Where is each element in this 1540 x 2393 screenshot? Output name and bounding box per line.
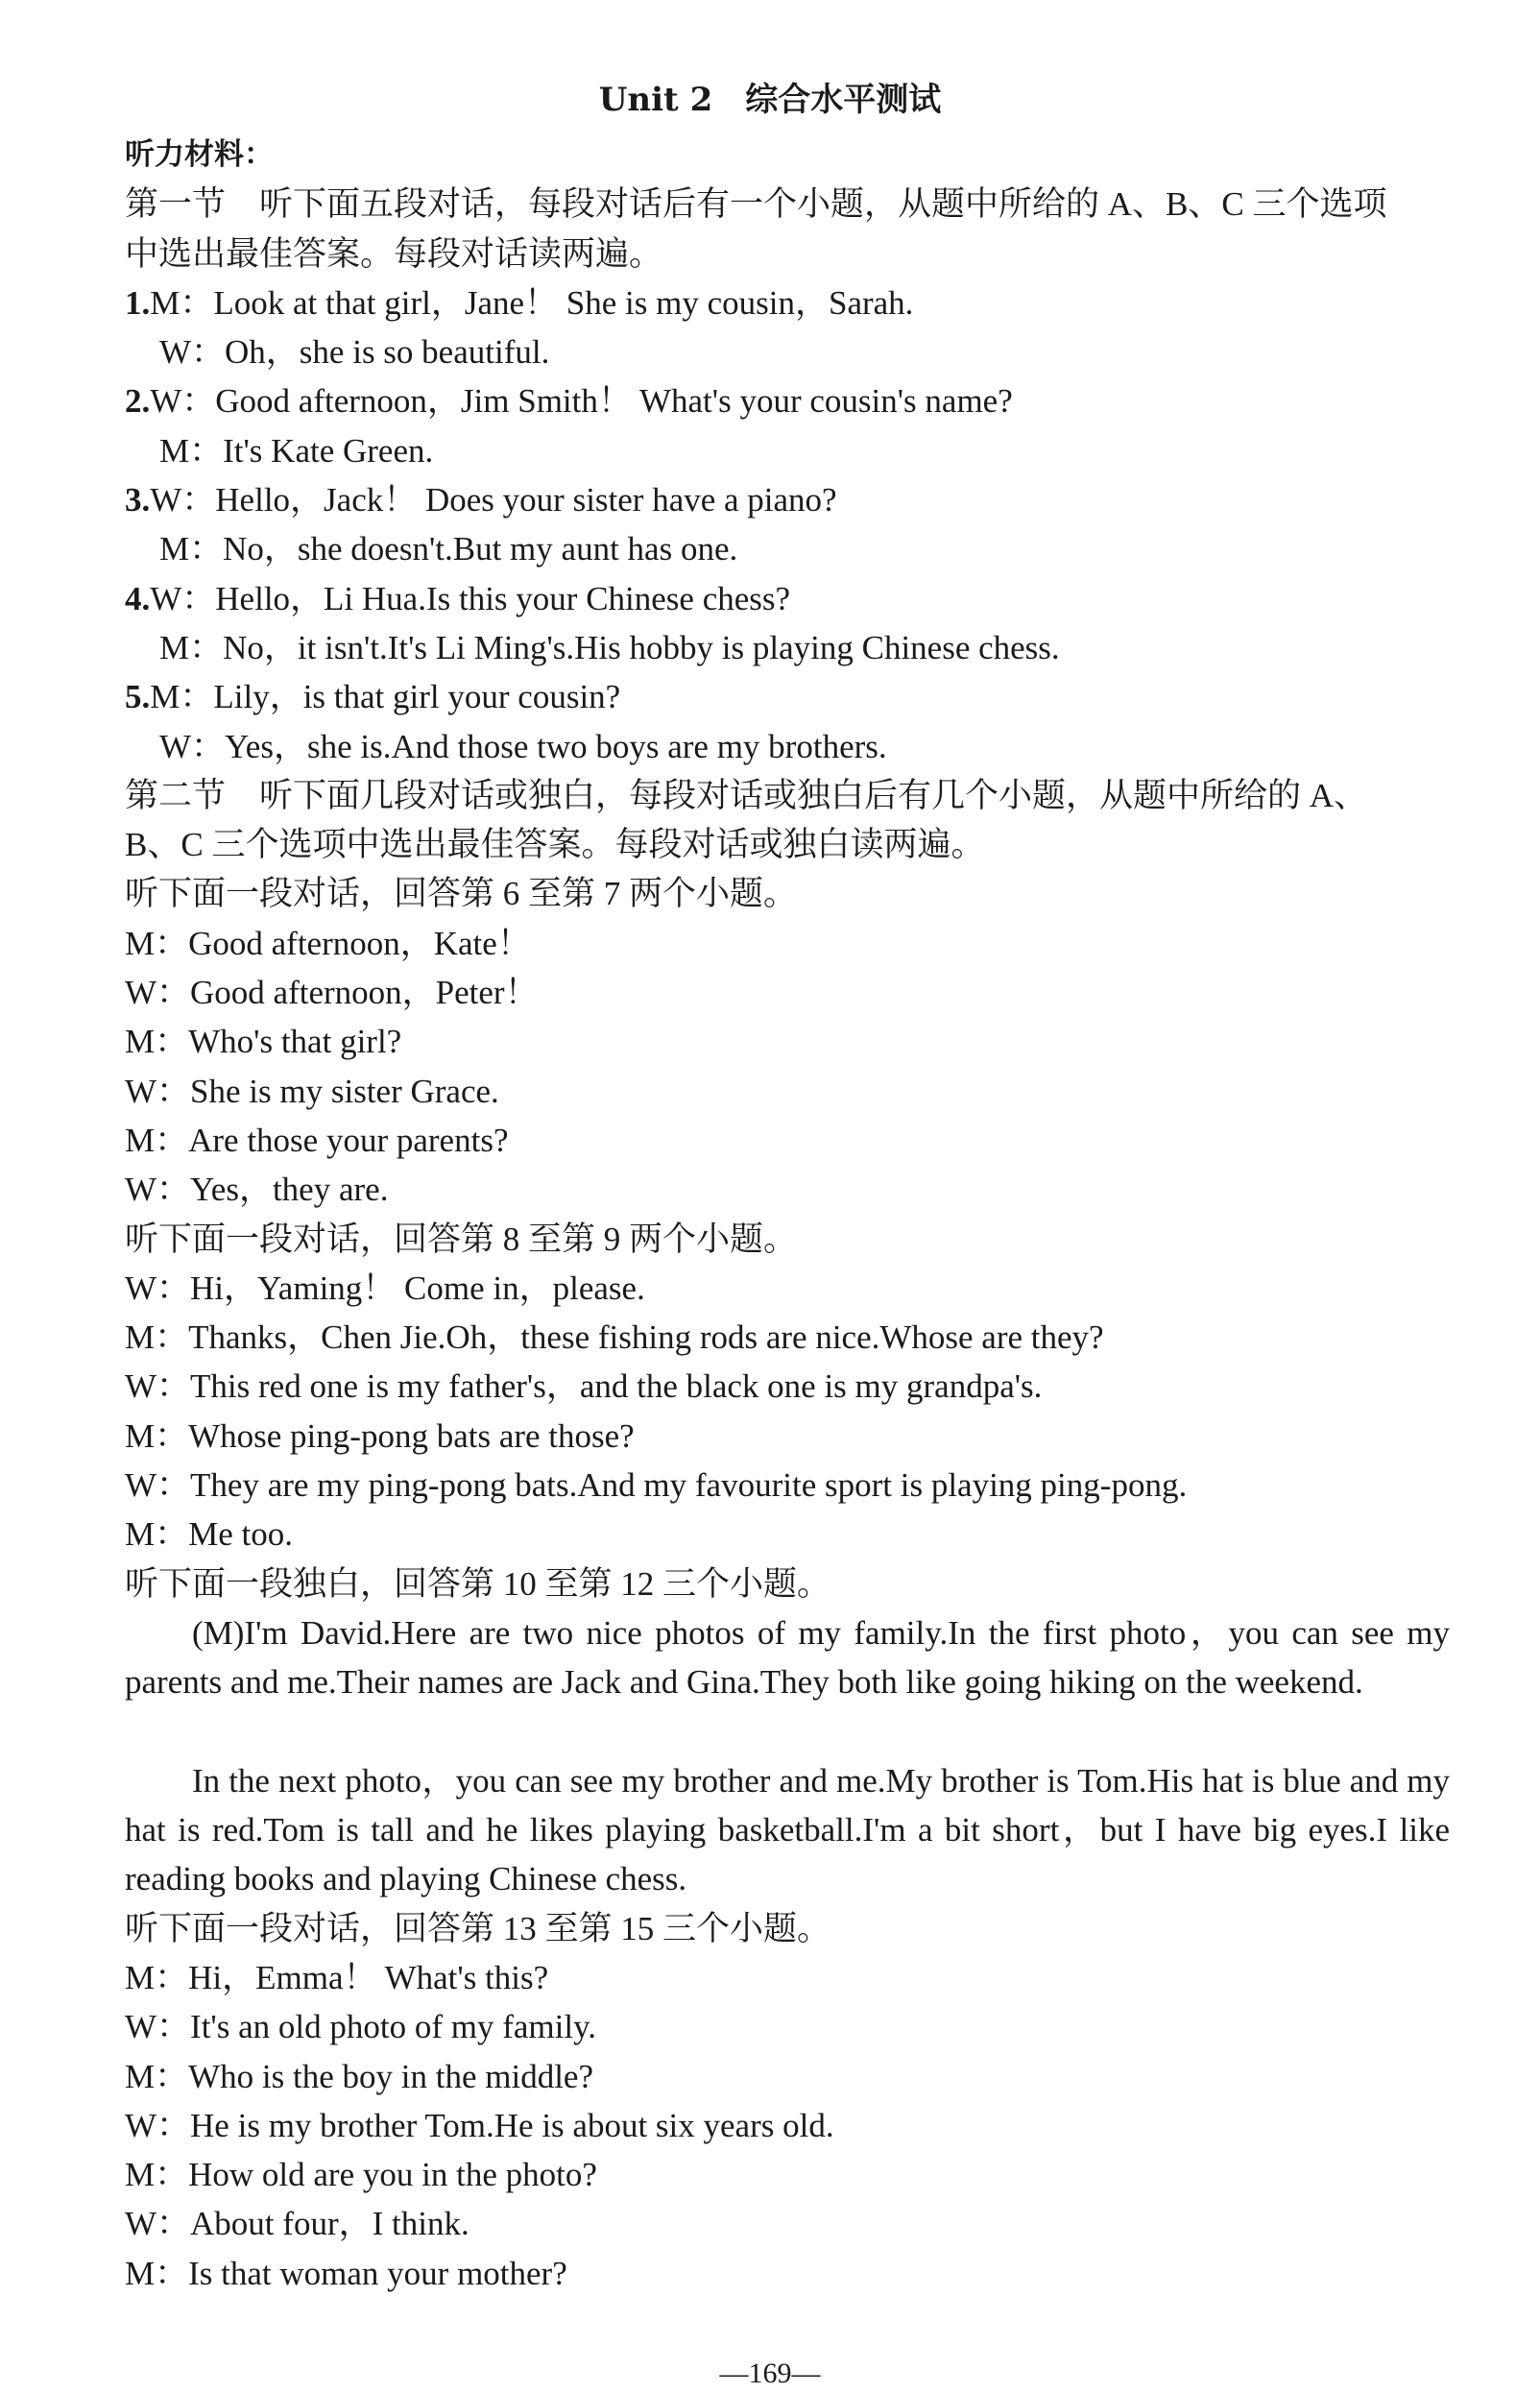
question-2-line2: M：It's Kate Green. — [159, 431, 434, 470]
page-number: —169— — [719, 2357, 821, 2389]
monologue-intro: 听下面一段独白，回答第 10 至第 12 三个小题。 — [125, 1564, 831, 1603]
dialogue-line: M：Is that woman your mother? — [125, 2254, 567, 2292]
question-5-line2: W：Yes，she is.And those two boys are my brothers. — [159, 727, 887, 765]
monologue-paragraph-1: (M)I'm David.Here are two nice photos of my family.In the first photo，you can see my parents and me.Their names are Jack and Gina.They both like going hiking on the weekend. — [125, 1613, 1450, 1702]
question-number: 2. — [125, 382, 151, 421]
dialogue-line: W：It's an old photo of my family. — [125, 2008, 597, 2046]
section1-intro-line2: 中选出最佳答案。每段对话读两遍。 — [125, 234, 663, 273]
dialogue-line: M：Who's that girl? — [125, 1023, 402, 1061]
dialogue-line: W：He is my brother Tom.He is about six years old. — [125, 2106, 834, 2144]
section2-intro-line1: 第二节 听下面几段对话或独白，每段对话或独白后有几个小题，从题中所给的 A、 — [125, 776, 1368, 814]
dialogue-line: W：This red one is my father's，and the black one is my grandpa's. — [125, 1367, 1043, 1406]
dialogue-line: M：Me too. — [125, 1515, 294, 1554]
question-1-line2: W：Oh，she is so beautiful. — [159, 333, 550, 372]
dialogue-line: M：Are those your parents? — [125, 1121, 509, 1159]
dialogue-text: W：Good afternoon，Jim Smith！ What's your cousin's name? — [150, 382, 1013, 421]
question-number: 3. — [125, 481, 151, 520]
question-4-line1 — [125, 574, 1450, 623]
section-heading: 听力材料： — [125, 137, 274, 172]
dialogue-line: M：Good afternoon，Kate！ — [125, 924, 531, 962]
dialogue-line: W：Hi，Yaming！ Come in，please. — [125, 1269, 645, 1307]
dialogue-text: M：Lily，is that girl your cousin? — [150, 678, 621, 716]
dialogue-line: M：How old are you in the photo? — [125, 2156, 597, 2194]
dialogue-line: W：About four，I think. — [125, 2205, 469, 2243]
dialogue-line: W：Yes，they are. — [125, 1171, 389, 1209]
question-number: 1. — [125, 283, 151, 322]
dialogue-line: W：Good afternoon，Peter！ — [125, 974, 539, 1012]
dialogue-line: W：They are my ping-pong bats.And my favourite sport is playing ping-pong. — [125, 1466, 1188, 1505]
dialogue-line: M：Thanks，Chen Jie.Oh，these fishing rods are nice.Whose are they? — [125, 1318, 1104, 1357]
question-4-line2: M：No，it isn't.It's Li Ming's.His hobby is playing Chinese chess. — [159, 628, 1060, 666]
question-number: 4. — [125, 579, 151, 617]
dialogue-line: W：She is my sister Grace. — [125, 1072, 499, 1110]
dialogue-text: W：Hello，Jack！ Does your sister have a piano? — [150, 481, 837, 520]
dialogue-3-intro: 听下面一段对话，回答第 13 至第 15 三个小题。 — [125, 1909, 831, 1947]
dialogue-2-intro: 听下面一段对话，回答第 8 至第 9 两个小题。 — [125, 1220, 798, 1258]
dialogue-text: M：Look at that girl，Jane！ She is my cousin，Sarah. — [150, 283, 914, 322]
section2-intro-line2: B、C 三个选项中选出最佳答案。每段对话或独白读两遍。 — [125, 826, 985, 864]
question-2-line1 — [125, 376, 1450, 425]
question-3-line1 — [125, 475, 1450, 524]
dialogue-text: W：Hello，Li Hua.Is this your Chinese chess? — [150, 579, 791, 617]
question-3-line2: M：No，she doesn't.But my aunt has one. — [159, 530, 738, 568]
question-5-line1 — [125, 672, 1450, 721]
dialogue-line: M：Whose ping-pong bats are those? — [125, 1416, 635, 1455]
monologue-paragraph-2: In the next photo，you can see my brother and me.My brother is Tom.His hat is blue and my hat is red.Tom is tall and he likes playing basketball.I'm a bit short，but I have big eyes.I like reading books and playing Chinese chess. — [125, 1761, 1450, 1898]
listening-material — [125, 131, 1450, 2298]
section1-intro-line1: 第一节 听下面五段对话，每段对话后有一个小题，从题中所给的 A、B、C 三个选项 — [125, 185, 1387, 224]
question-1-line1 — [125, 278, 1450, 327]
page-title: Unit 2 综合水平测试 — [598, 81, 942, 119]
dialogue-1-intro: 听下面一段对话，回答第 6 至第 7 两个小题。 — [125, 875, 798, 913]
dialogue-line: M：Hi，Emma！ What's this? — [125, 1958, 549, 1996]
dialogue-line: M：Who is the boy in the middle? — [125, 2057, 593, 2095]
question-number: 5. — [125, 678, 151, 716]
